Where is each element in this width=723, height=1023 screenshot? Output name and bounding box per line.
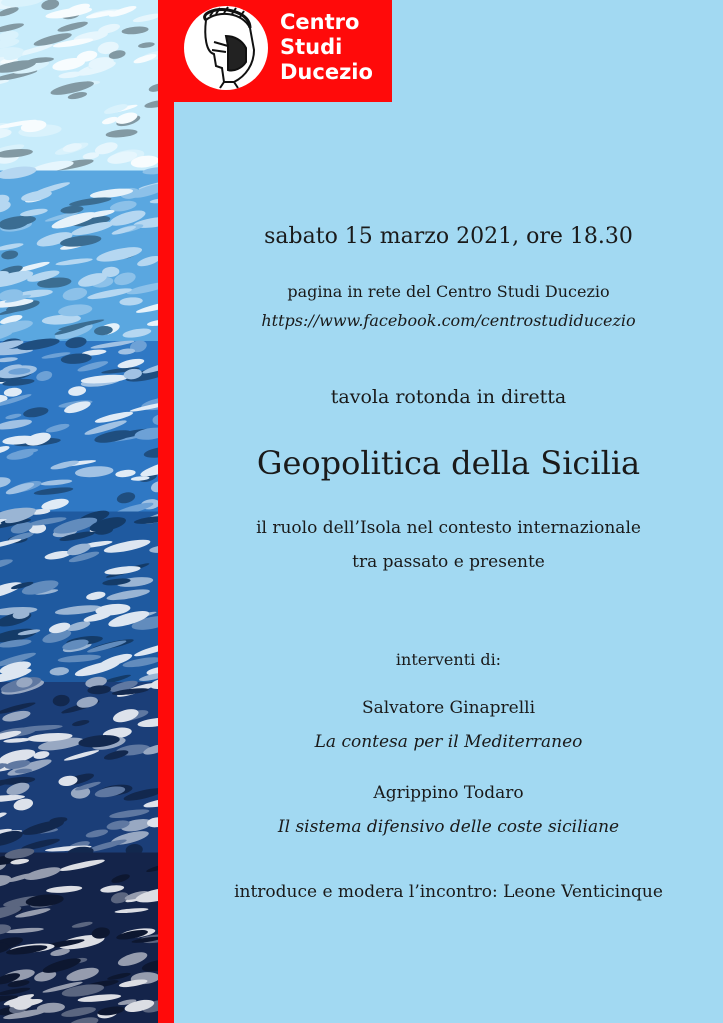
speakers-label: interventi di: xyxy=(395,650,502,669)
logo-text xyxy=(280,10,373,85)
logo-line-1: Centro xyxy=(280,10,360,34)
event-subtitle-line-2: tra passato e presente xyxy=(352,552,545,572)
helmet-icon xyxy=(184,6,268,90)
speaker-2-name: Agrippino Todaro xyxy=(373,783,524,803)
event-title: Geopolitica della Sicilia xyxy=(256,444,641,482)
speaker-1-talk-title: La contesa per il Mediterraneo xyxy=(314,732,583,752)
red-vertical-bar xyxy=(158,0,174,1023)
event-format: tavola rotonda in diretta xyxy=(330,386,567,408)
logo-block xyxy=(174,0,392,102)
event-subtitle-line-1: il ruolo dell’Isola nel contesto internazionale xyxy=(256,518,641,538)
speaker-2-talk-title: Il sistema difensivo delle coste siciliane xyxy=(277,817,620,837)
logo-emblem xyxy=(184,6,268,90)
page-url-link[interactable]: https://www.facebook.com/centrostudiducezio xyxy=(261,311,636,330)
logo-line-2: Studi xyxy=(280,35,343,59)
logo-line-3: Ducezio xyxy=(280,60,373,84)
page-label: pagina in rete del Centro Studi Ducezio xyxy=(287,282,610,301)
camouflage-sea-pattern xyxy=(0,0,158,1023)
speaker-1-name: Salvatore Ginaprelli xyxy=(361,698,536,718)
event-date: sabato 15 marzo 2021, ore 18.30 xyxy=(264,224,633,249)
moderator-line: introduce e modera l’incontro: Leone Venticinque xyxy=(234,882,663,902)
